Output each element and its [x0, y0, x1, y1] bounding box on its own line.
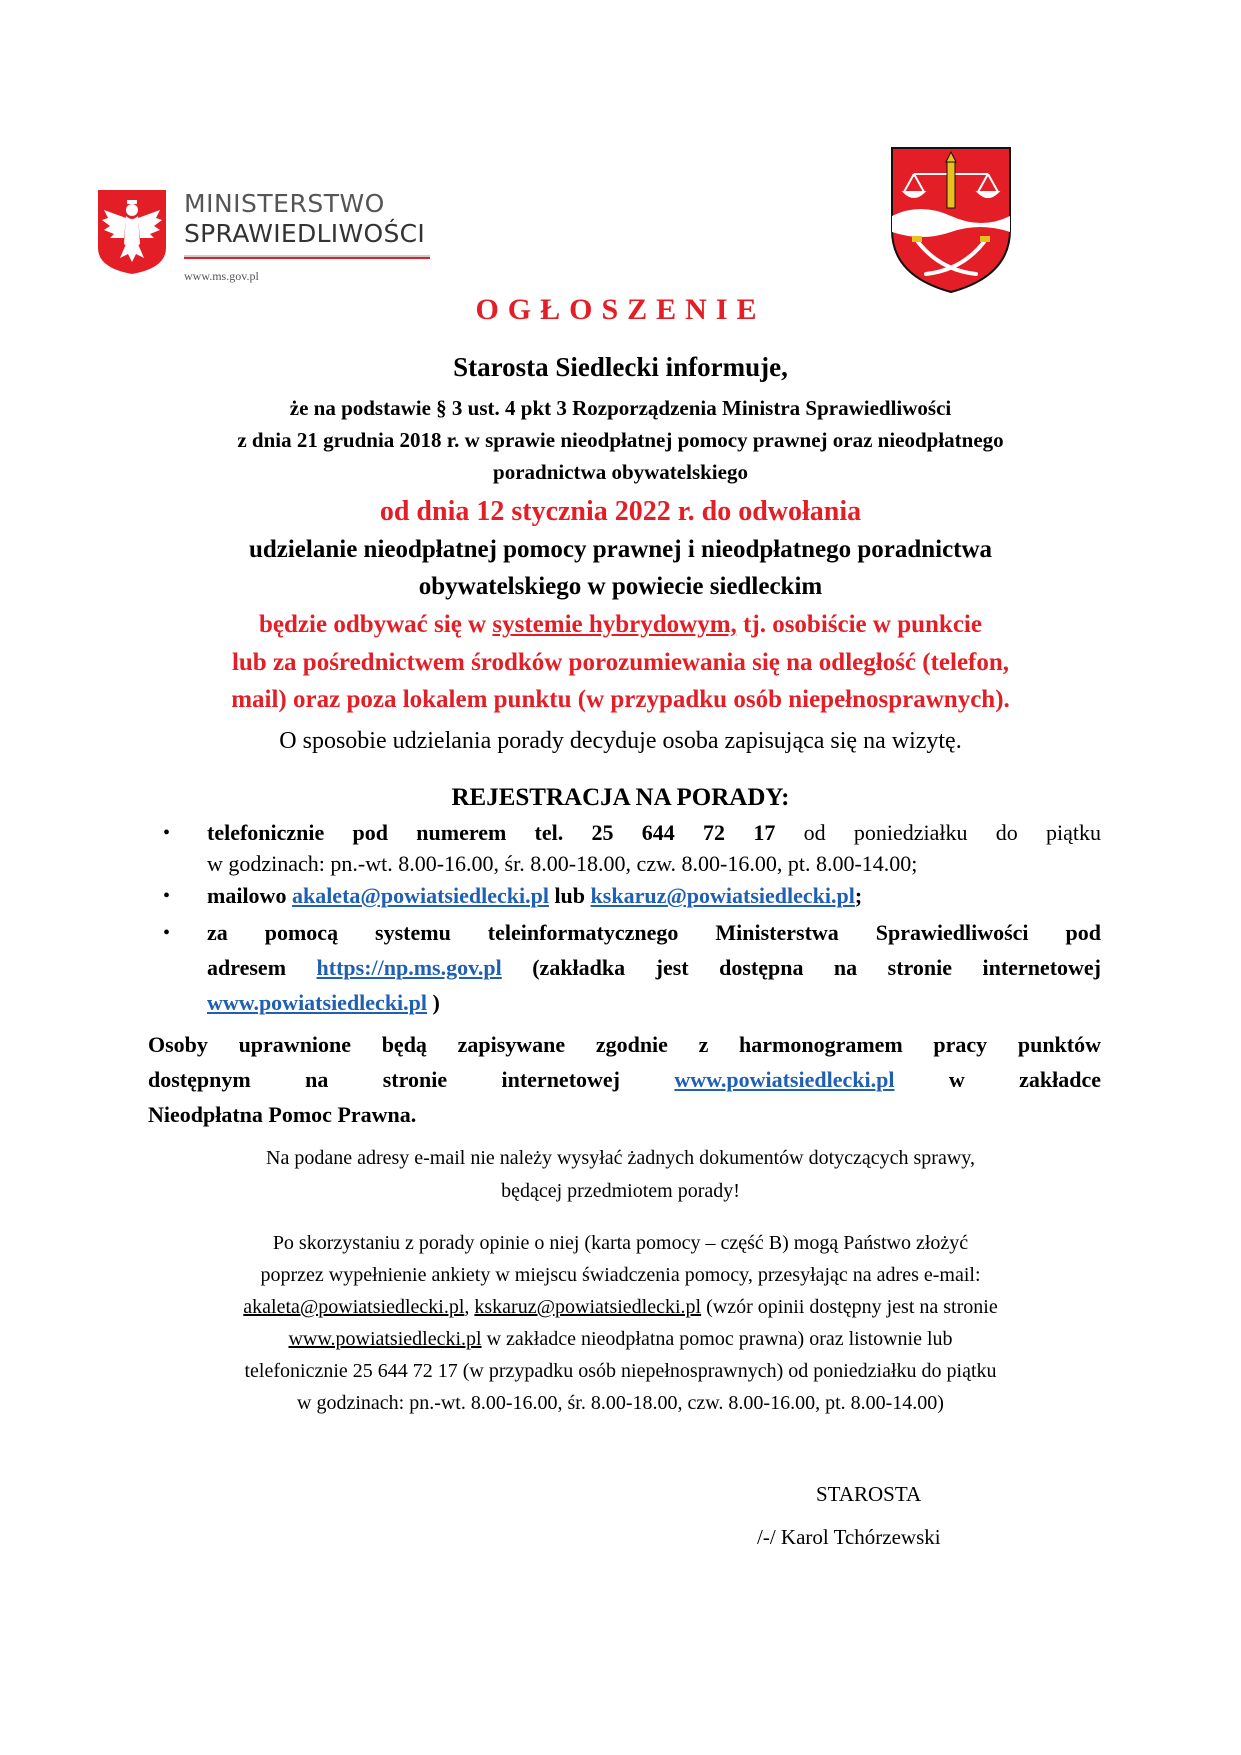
- bullet-icon: •: [163, 885, 171, 907]
- ministry-name-line2: SPRAWIEDLIWOŚCI: [184, 219, 426, 248]
- eligible-line-2: [148, 1067, 1101, 1093]
- powiat-website-link[interactable]: www.powiatsiedlecki.pl: [207, 990, 428, 1015]
- registration-mail-line: [207, 883, 1101, 909]
- feedback-line4-post: w zakładce nieodpłatna pomoc prawna) oraz listownie lub: [481, 1328, 953, 1350]
- eligible-line-1: Osoby uprawnione będą zapisywane zgodnie z harmonogramem pracy punktów: [148, 1032, 1101, 1057]
- ministry-url: www.ms.gov.pl: [184, 269, 259, 283]
- intro-heading: Starosta Siedlecki informuje,: [453, 352, 788, 382]
- announcement-title: OGŁOSZENIE: [475, 293, 766, 326]
- feedback-line-2: poprzez wypełnienie ankiety w miejscu świadczenia pomocy, przesyłając na adres e-mail:: [260, 1264, 981, 1286]
- feedback-line-1: Po skorzystaniu z porady opinie o niej (karta pomocy – część B) mogą Państwo złożyć: [272, 1232, 969, 1254]
- mode-line-1: [0, 611, 1241, 639]
- phone-bold: telefonicznie pod numerem tel. 25 644 72 17: [207, 820, 776, 845]
- eligible-post: w zakładce: [894, 1067, 1102, 1092]
- warning-line-1: Na podane adresy e-mail nie należy wysyłać żadnych dokumentów dotyczących sprawy,: [266, 1147, 975, 1169]
- effective-dates: od dnia 12 stycznia 2022 r. do odwołania: [379, 496, 862, 527]
- system-pre: adresem: [207, 955, 317, 980]
- service-line-1: udzielanie nieodpłatnej pomocy prawnej i nieodpłatnego poradnictwa: [248, 536, 993, 563]
- system-post: (zakładka jest dostępna na stronie internetowej: [501, 955, 1101, 980]
- registration-system-line-3: [207, 990, 1101, 1016]
- feedback-line-3: [0, 1296, 1241, 1319]
- mail-pre: mailowo: [207, 883, 292, 908]
- mode-line-2: lub za pośrednictwem środków porozumiewania się na odległość (telefon,: [231, 649, 1010, 676]
- registration-phone-line-1: [207, 820, 1101, 846]
- np-ms-gov-link[interactable]: https://np.ms.gov.pl: [316, 955, 502, 980]
- registration-system-line-1: za pomocą systemu teleinformatycznego Ministerstwa Sprawiedliwości pod: [207, 920, 1101, 945]
- warning-line-2: będącej przedmiotem porady!: [501, 1180, 740, 1202]
- signatory-role: STAROSTA: [816, 1482, 922, 1506]
- mode-line-1-post: tj. osobiście w punkcie: [736, 611, 982, 638]
- mail-post: ;: [854, 883, 863, 908]
- feedback-website-link[interactable]: www.powiatsiedlecki.pl: [288, 1328, 482, 1350]
- ministry-name-line1: MINISTERSTWO: [184, 189, 385, 218]
- phone-rest: od poniedziałku do piątku: [775, 820, 1101, 845]
- registration-title: REJESTRACJA NA PORADY:: [451, 784, 790, 811]
- decision-note: O sposobie udzielania porady decyduje osoba zapisująca się na wizytę.: [279, 728, 962, 754]
- feedback-email-akaleta[interactable]: akaleta@powiatsiedlecki.pl: [243, 1296, 465, 1318]
- polish-eagle-emblem-icon: [96, 188, 168, 276]
- mode-line-3: mail) oraz poza lokalem punktu (w przypadku osób niepełnosprawnych).: [231, 686, 1010, 713]
- service-line-2: obywatelskiego w powiecie siedleckim: [418, 573, 823, 600]
- bullet-icon: •: [163, 922, 171, 944]
- registration-system-line-2: [207, 955, 1101, 981]
- feedback-email-kskaruz[interactable]: kskaruz@powiatsiedlecki.pl: [474, 1296, 702, 1318]
- ministry-logo: [96, 185, 436, 285]
- feedback-line-6: w godzinach: pn.-wt. 8.00-16.00, śr. 8.00-18.00, czw. 8.00-16.00, pt. 8.00-14.00): [297, 1392, 944, 1414]
- feedback-line3-post: (wzór opinii dostępny jest na stronie: [701, 1296, 998, 1318]
- eligible-line-3: Nieodpłatna Pomoc Prawna.: [148, 1102, 417, 1127]
- county-coat-of-arms-icon: [890, 146, 1012, 294]
- intro-line-4: poradnictwa obywatelskiego: [493, 460, 748, 484]
- powiat-website-link[interactable]: www.powiatsiedlecki.pl: [674, 1067, 895, 1092]
- registration-phone-line-2: w godzinach: pn.-wt. 8.00-16.00, śr. 8.00-18.00, czw. 8.00-16.00, pt. 8.00-14.00;: [207, 851, 918, 876]
- flag-stripe: [184, 255, 430, 259]
- feedback-line-5: telefonicznie 25 644 72 17 (w przypadku osób niepełnosprawnych) od poniedziałku do piątku: [244, 1360, 997, 1382]
- system-line3-post: ): [427, 990, 440, 1015]
- feedback-sep: ,: [464, 1296, 475, 1318]
- intro-line-2: że na podstawie § 3 ust. 4 pkt 3 Rozporządzenia Ministra Sprawiedliwości: [289, 396, 952, 420]
- hybrid-system-text: systemie hybrydowym,: [492, 611, 737, 638]
- mode-line-1-pre: będzie odbywać się w: [259, 611, 493, 638]
- signatory-name: /-/ Karol Tchórzewski: [757, 1525, 941, 1549]
- mail-mid: lub: [548, 883, 591, 908]
- email-link-akaleta[interactable]: akaleta@powiatsiedlecki.pl: [291, 883, 549, 908]
- email-link-kskaruz[interactable]: kskaruz@powiatsiedlecki.pl: [590, 883, 855, 908]
- bullet-icon: •: [163, 822, 171, 844]
- feedback-line-4: [0, 1328, 1241, 1351]
- intro-line-3: z dnia 21 grudnia 2018 r. w sprawie nieodpłatnej pomocy prawnej oraz nieodpłatnego: [237, 428, 1004, 452]
- eligible-pre: dostępnym na stronie internetowej: [148, 1067, 675, 1092]
